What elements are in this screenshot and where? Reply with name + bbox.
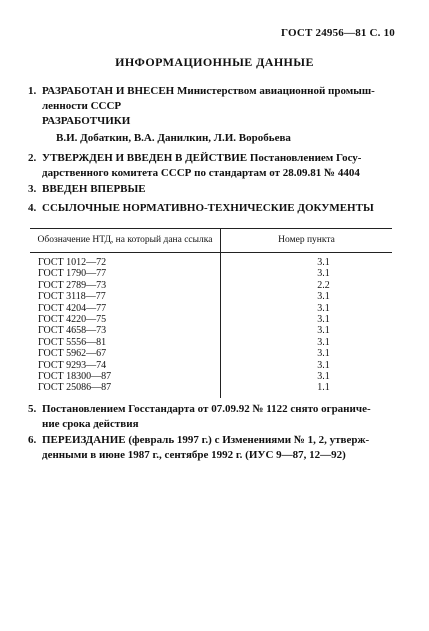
table-row — [30, 325, 392, 336]
section-text-line1: Министерством авиационной промыш- — [174, 85, 375, 97]
cell-item: 3.1 — [317, 348, 330, 360]
cell-doc: ГОСТ 9293—74 — [30, 360, 221, 371]
section-heading: ВВЕДЕН ВПЕРВЫЕ — [42, 183, 146, 195]
table-row — [30, 371, 392, 382]
section-number: 1. — [28, 85, 37, 97]
cell-item: 3.1 — [317, 359, 330, 371]
section-text-line1: (февраль 1997 г.) с Изменениями № 1, 2, утверж- — [125, 434, 370, 446]
cell-item: 3.1 — [317, 291, 330, 303]
references-table — [30, 228, 392, 398]
page-title: ИНФОРМАЦИОННЫЕ ДАННЫЕ — [115, 55, 314, 69]
cell-doc: ГОСТ 3118—77 — [30, 291, 221, 302]
table-row — [30, 253, 392, 269]
section-5 — [28, 402, 399, 432]
column-header-item: Номер пункта — [221, 229, 393, 253]
table-row — [30, 348, 392, 359]
cell-doc: ГОСТ 2789—73 — [30, 280, 221, 291]
section-6 — [28, 433, 399, 463]
section-text-line2: денными в июне 1987 г., сентябре 1992 г. (ИУС 9—87, 12—92) — [42, 449, 346, 461]
section-4 — [28, 201, 399, 216]
section-3 — [28, 182, 399, 197]
section-number: 4. — [28, 202, 37, 214]
cell-doc: ГОСТ 18300—87 — [30, 371, 221, 382]
table-row — [30, 280, 392, 291]
section-text-line2: ние срока действия — [42, 418, 139, 430]
cell-item: 3.1 — [317, 257, 330, 268]
cell-doc: ГОСТ 5962—67 — [30, 348, 221, 359]
table-row — [30, 360, 392, 371]
cell-item: 3.1 — [317, 268, 330, 280]
cell-item: 3.1 — [317, 325, 330, 337]
cell-item: 3.1 — [317, 302, 330, 314]
cell-item: 3.1 — [317, 336, 330, 348]
section-text-line2: дарственного комитета СССР по стандартам от 28.09.81 № 4404 — [42, 167, 360, 179]
cell-doc: ГОСТ 4220—75 — [30, 314, 221, 325]
cell-doc: ГОСТ 25086—87 — [30, 382, 221, 397]
table-row — [30, 382, 392, 397]
cell-doc: ГОСТ 4204—77 — [30, 303, 221, 314]
section-heading: ПЕРЕИЗДАНИЕ — [42, 434, 126, 446]
cell-doc: ГОСТ 4658—73 — [30, 325, 221, 336]
cell-doc: ГОСТ 5556—81 — [30, 337, 221, 348]
table-row — [30, 314, 392, 325]
column-header-doc: Обозначение НТД, на который дана ссылка — [30, 229, 221, 253]
section-heading: ССЫЛОЧНЫЕ НОРМАТИВНО-ТЕХНИЧЕСКИЕ ДОКУМЕНТЫ — [42, 202, 374, 214]
page-header-doc-ref: ГОСТ 24956—81 С. 10 — [281, 27, 395, 39]
section-number: 2. — [28, 152, 37, 164]
table-header-row — [30, 229, 392, 253]
section-heading: РАЗРАБОТАН И ВНЕСЕН — [42, 85, 175, 97]
table-row — [30, 337, 392, 348]
developers-label: РАЗРАБОТЧИКИ — [42, 115, 131, 127]
table-row — [30, 291, 392, 302]
cell-item: 1.1 — [317, 382, 330, 394]
cell-doc: ГОСТ 1012—72 — [30, 253, 221, 269]
section-number: 3. — [28, 183, 37, 195]
section-number: 5. — [28, 403, 37, 415]
cell-item: 3.1 — [317, 314, 330, 326]
section-number: 6. — [28, 434, 37, 446]
cell-item: 2.2 — [317, 279, 330, 291]
table-row — [30, 303, 392, 314]
section-text-line1: Постановлением Госу- — [247, 152, 362, 164]
section-2 — [28, 151, 399, 181]
cell-doc: ГОСТ 1790—77 — [30, 268, 221, 279]
table-row — [30, 268, 392, 279]
section-1 — [28, 84, 399, 114]
section-text-line1: Постановлением Госстандарта от 07.09.92 № 1122 снято ограниче- — [42, 403, 371, 415]
developers-names: В.И. Добаткин, В.А. Данилкин, Л.И. Воробьева — [56, 132, 291, 144]
section-heading: УТВЕРЖДЕН И ВВЕДЕН В ДЕЙСТВИЕ — [42, 152, 248, 164]
cell-item: 3.1 — [317, 371, 330, 383]
section-text-line2: ленности СССР — [42, 100, 122, 112]
